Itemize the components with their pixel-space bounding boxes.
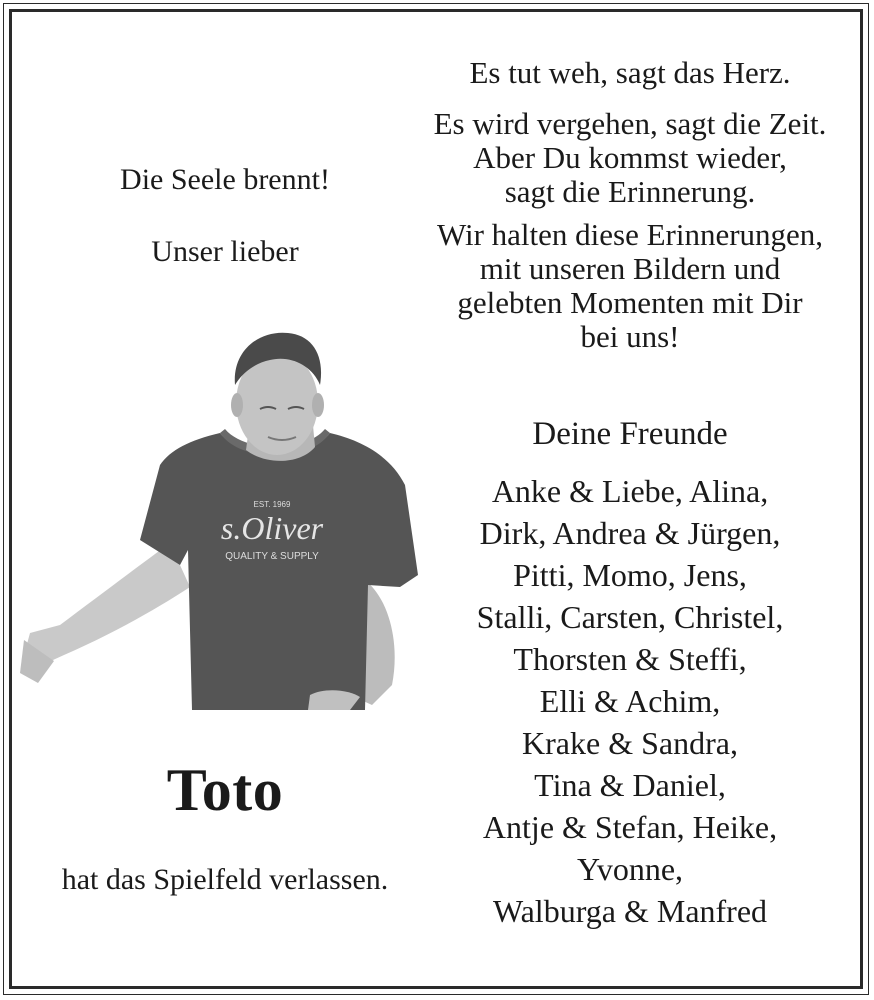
poem-stanza-1 (425, 56, 835, 90)
friend-line: Antje & Stefan, Heike, (482, 809, 778, 845)
poem-line: Es tut weh, sagt das Herz. (469, 55, 791, 90)
intro-line: Unser lieber (151, 235, 299, 268)
poem-stanza-2 (425, 107, 835, 209)
svg-text:EST. 1969: EST. 1969 (253, 500, 291, 509)
poem-line: Wir halten diese Erinnerungen, (436, 217, 824, 252)
friend-line: Elli & Achim, (539, 683, 721, 719)
poem-line: bei uns! (580, 319, 680, 354)
poem-line: Aber Du kommst wieder, (473, 140, 787, 175)
deceased-name: Toto (166, 757, 284, 823)
friend-line: Yvonne, (576, 851, 684, 887)
friend-line: Dirk, Andrea & Jürgen, (479, 515, 781, 551)
friends-heading: Deine Freunde (532, 416, 728, 452)
friends-list (425, 470, 835, 932)
friend-line: Stalli, Carsten, Christel, (476, 599, 784, 635)
shirt-logo-text: s.Oliver (220, 510, 324, 546)
friend-line: Pitti, Momo, Jens, (513, 557, 747, 593)
friend-line: Krake & Sandra, (522, 725, 738, 761)
poem-line: gelebten Momenten mit Dir (457, 285, 803, 320)
poem-line: Es wird vergehen, sagt die Zeit. (433, 106, 827, 141)
poem-stanza-3 (425, 218, 835, 354)
friend-line: Anke & Liebe, Alina, (491, 473, 769, 509)
shirt-sub-text: QUALITY & SUPPLY (225, 551, 319, 562)
friend-line: Tina & Daniel, (534, 767, 726, 803)
poem-line: mit unseren Bildern und (479, 251, 781, 286)
poem-line: sagt die Erinnerung. (504, 174, 756, 209)
opening-line: Die Seele brennt! (120, 163, 330, 196)
portrait-photo (20, 325, 430, 710)
friend-line: Thorsten & Steffi, (513, 641, 747, 677)
friend-line: Walburga & Manfred (492, 893, 768, 929)
closing-line: hat das Spielfeld verlassen. (61, 863, 389, 896)
